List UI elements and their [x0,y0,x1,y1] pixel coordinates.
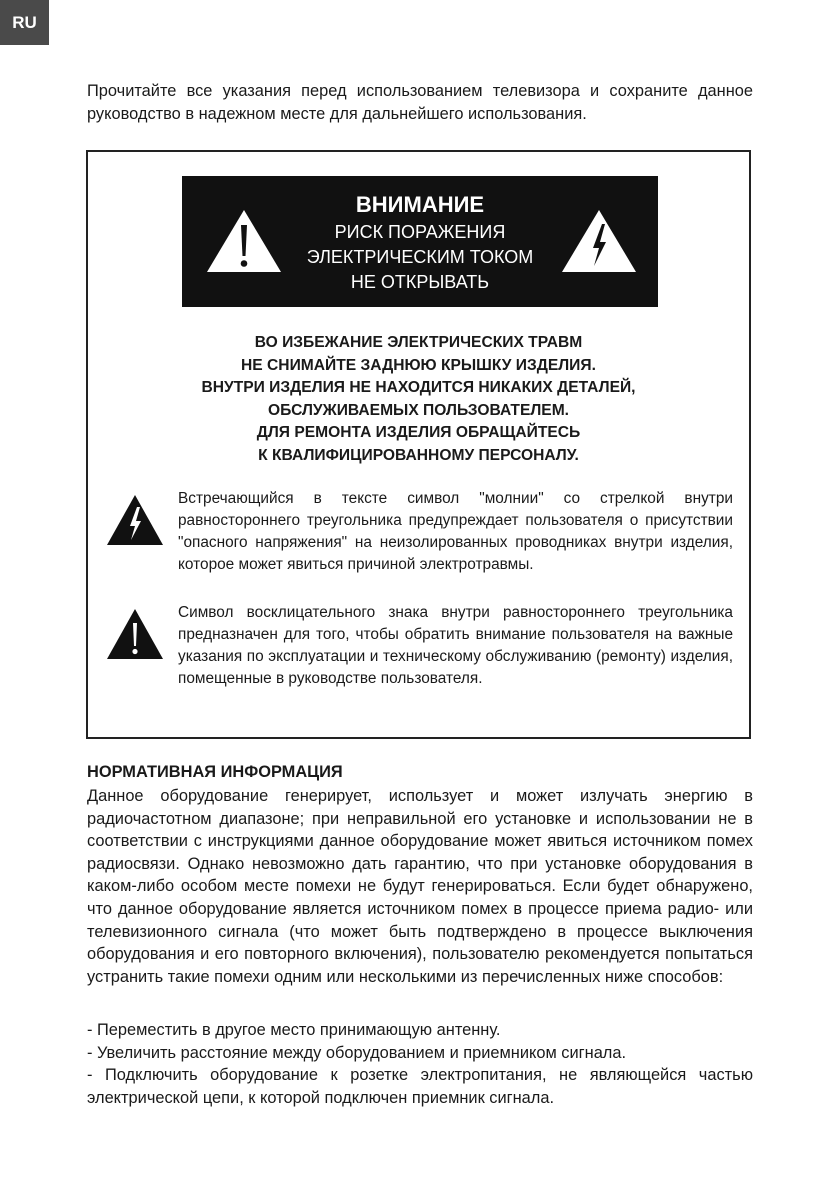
banner-line: РИСК ПОРАЖЕНИЯ [334,222,506,242]
exclamation-triangle-icon [205,208,283,274]
regulatory-title: НОРМАТИВНАЯ ИНФОРМАЦИЯ [87,763,343,781]
caution-line: К КВАЛИФИЦИРОВАННОМУ ПЕРСОНАЛУ. [258,446,579,464]
language-tab [0,0,49,45]
lightning-symbol-text: Встречающийся в тексте символ "молнии" со стрелкой внутри равностороннего треугольника предупреждает пользователя о присутствии "опасного напряжения" на неизолированных проводниках внутри изделия, которое может явиться причиной электротравмы. [178,490,733,573]
caution-line: ОБСЛУЖИВАЕМЫХ ПОЛЬЗОВАТЕЛЕМ. [267,401,570,419]
banner-line: НЕ ОТКРЫВАТЬ [350,272,490,292]
caution-line: НЕ СНИМАЙТЕ ЗАДНЮЮ КРЫШКУ ИЗДЕЛИЯ. [241,356,596,374]
list-item: - Увеличить расстояние между оборудованием и приемником сигнала. [87,1043,627,1062]
caution-line: ВО ИЗБЕЖАНИЕ ЭЛЕКТРИЧЕСКИХ ТРАВМ [254,334,583,351]
list-item: - Переместить в другое место принимающую антенну. [87,1021,501,1039]
lightning-triangle-icon [560,208,638,274]
shock-warning-banner [182,176,658,307]
exclamation-triangle-icon [106,608,164,660]
banner-text [280,190,560,295]
banner-line: ЭЛЕКТРИЧЕСКИМ ТОКОМ [306,247,534,267]
intro-paragraph: Прочитайте все указания перед использованием телевизора и сохраните данное руководство в надежном месте для дальнейшего использования. [87,82,753,123]
caution-line: ДЛЯ РЕМОНТА ИЗДЕЛИЯ ОБРАЩАЙТЕСЬ [256,424,581,441]
language-tab-label: RU [12,12,37,32]
list-item: - Подключить оборудование к розетке электропитания, не являющейся частью электрической цепи, к которой подключен приемник сигнала. [87,1066,753,1107]
caution-text [88,332,749,467]
banner-title: ВНИМАНИЕ [355,192,485,217]
interference-measures-list [87,1019,753,1109]
safety-warning-box [86,150,751,739]
regulatory-body: Данное оборудование генерирует, использует и может излучать энергию в радиочастотном диапазоне; при неправильной его установке и использовании не в соответствии с инструкциями данное оборудование может явиться источником помех радиосвязи. Однако невозможно дать гарантию, что при установке оборудования в каком-либо особом месте помехи не будут генерироваться. Если будет обнаружено, что данное оборудование является источником помех в процессе приема радио- или телевизионного сигнала (что может быть подтверждено в процессе выключения оборудования и его повторного включения), пользователю рекомендуется попытаться устранить такие помехи одним или несколькими из перечисленных ниже способов: [87,787,753,986]
exclamation-symbol-text: Символ восклицательного знака внутри равностороннего треугольника предназначен для того, чтобы обратить внимание пользователя на важные указания по эксплуатации и техническому обслуживанию (ремонту) изделия, помещенные в руководстве пользователя. [178,604,733,687]
lightning-triangle-icon [106,494,164,546]
caution-line: ВНУТРИ ИЗДЕЛИЯ НЕ НАХОДИТСЯ НИКАКИХ ДЕТАЛЕЙ, [201,379,636,396]
